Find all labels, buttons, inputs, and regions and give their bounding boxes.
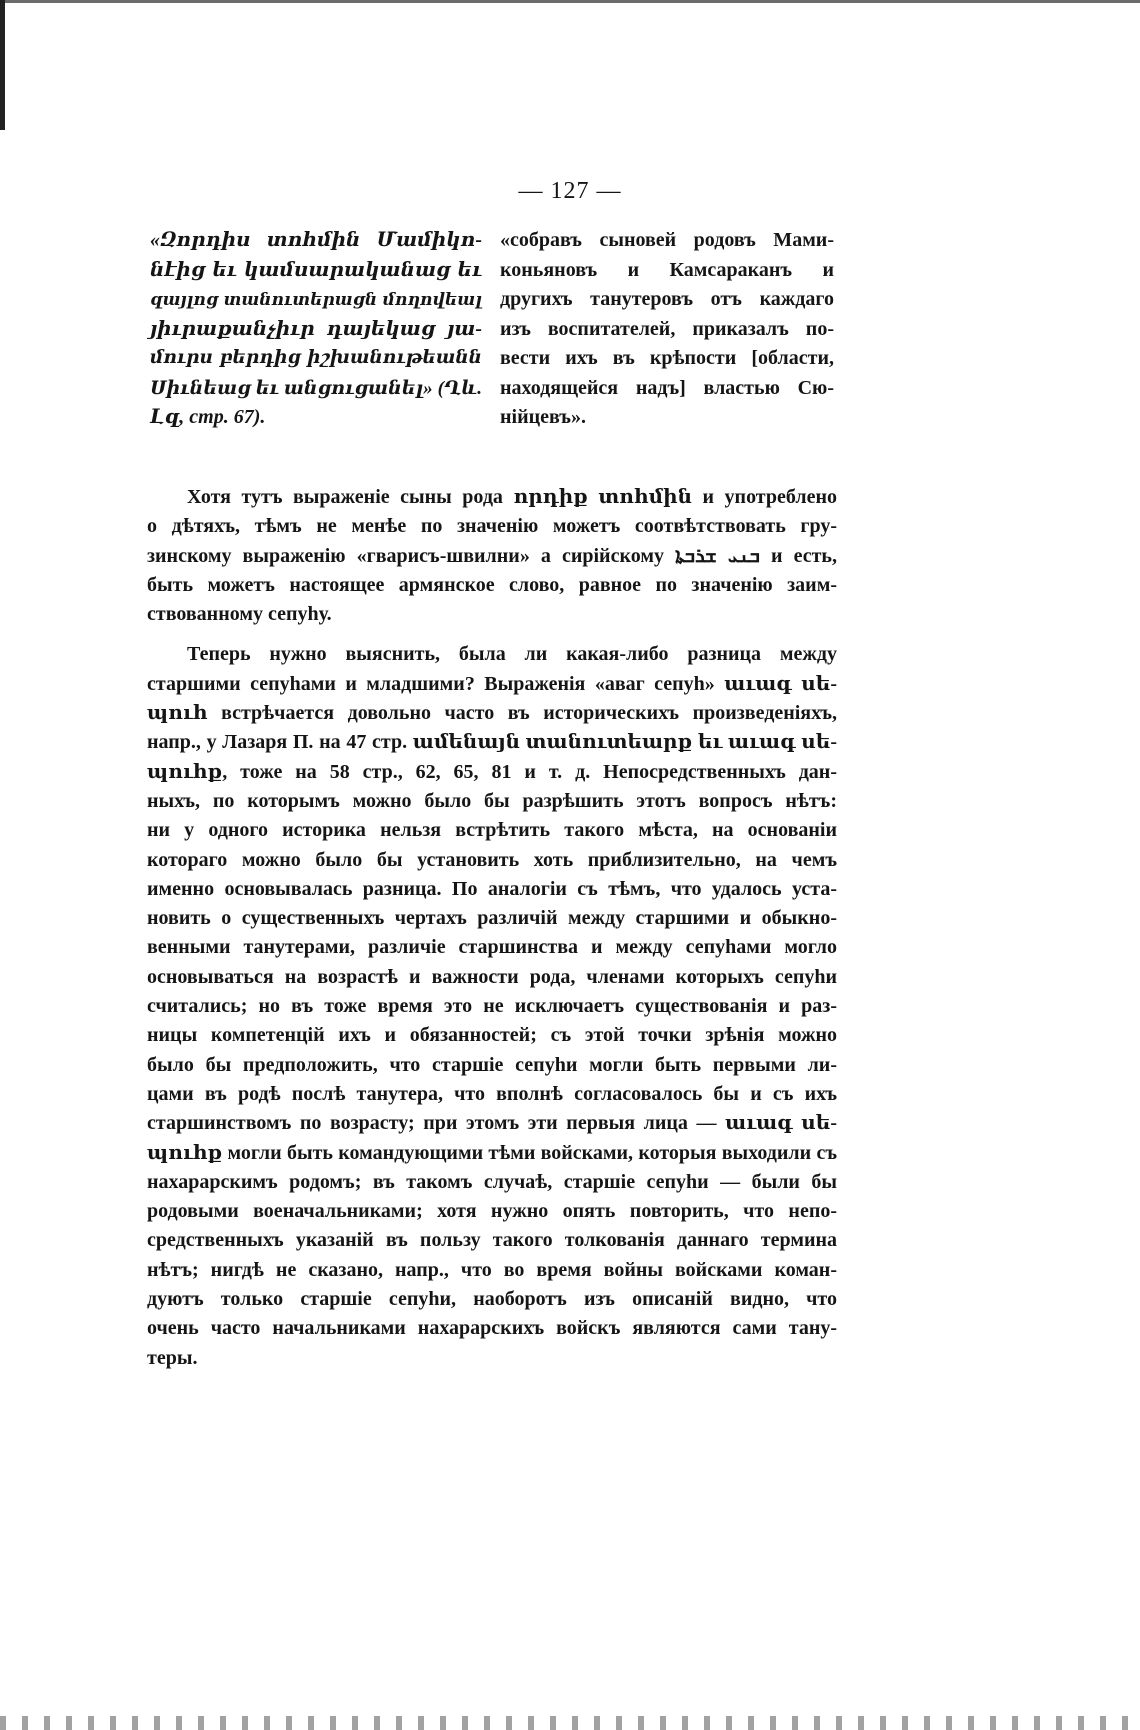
quote-russian-line: нійцевъ». — [500, 406, 586, 428]
quote-armenian-line: յիւրաքանչիւր դայեկաց յա- — [150, 317, 482, 340]
quote-armenian-line: Սիւնեաց եւ անցուցանել» (Ղև. — [150, 377, 482, 399]
quote-armenian-line: զայլոց տանուտերացն մողովեալ — [150, 290, 482, 309]
page-number: — 127 — — [518, 178, 622, 204]
paragraph-line: ницы компетенцій ихъ и обязанностей; съ этой точки зрѣнія можно — [147, 1024, 837, 1047]
paragraph-line: ствованному сепуһу. — [147, 603, 332, 626]
paragraph-line: Теперь нужно выяснить, была ли какая-либо разница между — [187, 643, 837, 666]
paragraph-line: теры. — [147, 1346, 198, 1369]
quote-russian-line: изъ воспитателей, приказалъ по- — [500, 317, 834, 340]
quote-russian-line: другихъ танутеровъ отъ каждаго — [500, 288, 834, 310]
quote-armenian-line: մուրս բերդից իշխանութեանն — [150, 348, 482, 368]
quote-armenian-line: Լզ, стр. 67). — [150, 406, 266, 428]
quote-armenian — [150, 226, 482, 433]
scan-edge-left — [0, 0, 5, 130]
quote-russian-line: находящейся надъ] властью Сю- — [500, 376, 834, 399]
paragraph-line: котораго можно было бы установить хоть приблизительно, на чемъ — [147, 848, 837, 871]
paragraph-line: именно основывалась разница. По аналогіи съ тѣмъ, что удалось уста- — [147, 877, 837, 900]
quote-russian-line: коньяновъ и Камсараканъ и — [500, 258, 834, 281]
scan-edge-top — [0, 0, 1140, 16]
paragraph-line: старшинствомъ по возрасту; при этомъ эти первыя лица — աւագ սե- — [147, 1112, 837, 1135]
paragraph-line: напр., у Лазаря П. на 47 стр. ամենայն տանուտեարք եւ աւագ սե- — [147, 731, 837, 754]
paragraph-line: պուհք, тоже на 58 стр., 62, 65, 81 и т. д. Непосредственныхъ дан- — [147, 760, 837, 783]
paragraph-line: средственныхъ указаній въ пользу такого толкованія даннаго термина — [147, 1229, 837, 1252]
paragraph-line: старшими сепуһами и младшими? Выраженія «аваг сепуһ» աւագ սե- — [147, 672, 837, 695]
paragraph-line: о дѣтяхъ, тѣмъ не менѣе по значенію можетъ соотвѣтствовать гру- — [147, 515, 837, 538]
paragraph-line: основываться на возрастѣ и важности рода, членами которыхъ сепуһи — [147, 965, 837, 988]
scan-edge-bottom — [0, 1716, 1140, 1730]
quote-armenian-line: նէից եւ կամսարականաց եւ — [150, 258, 482, 281]
paragraph-line: венными танутерами, различіе старшинства и между сепуһами могло — [147, 936, 837, 959]
paragraph-line: считались; но въ тоже время это не исключаетъ существованія и раз- — [147, 995, 837, 1018]
paragraph-line: дуютъ только старшіе сепуһи, наоборотъ изъ описаній видно, что — [147, 1288, 837, 1311]
paragraph-line: быть можетъ настоящее армянское слово, равное по значенію заим- — [147, 573, 837, 596]
paragraph-line: зинскому выраженію «гварисъ-швилни» а сирійскому ܒܢܝ ܫܪܒܬܐ и есть, — [147, 544, 838, 567]
paragraph-1 — [147, 483, 837, 629]
paragraph-line: պուհք могли быть командующими тѣми войсками, которыя выходили съ — [147, 1141, 837, 1164]
paragraph-line: պուհ встрѣчается довольно часто въ историческихъ произведеніяхъ, — [147, 702, 837, 725]
paragraph-line: цами въ родѣ послѣ танутера, что вполнѣ согласовалось бы и съ ихъ — [147, 1082, 837, 1105]
paragraph-line: очень часто начальниками нахарарскихъ войскъ являются сами тану- — [147, 1317, 837, 1340]
paragraph-line: нѣтъ; нигдѣ не сказано, напр., что во время войны войсками коман- — [147, 1258, 837, 1281]
body-text — [147, 483, 837, 1384]
quote-russian-line: «собравъ сыновей родовъ Мами- — [500, 229, 834, 251]
paragraph-line: Хотя тутъ выраженіе сыны рода որդիք տոհմին и употреблено — [187, 486, 837, 508]
quote-russian-line: вести ихъ въ крѣпости [области, — [500, 347, 834, 369]
paragraph-line: новить о существенныхъ чертахъ различій между старшими и обыкно- — [147, 907, 837, 930]
paragraph-2 — [147, 640, 837, 1372]
paragraph-line: ныхъ, по которымъ можно было бы разрѣшить этотъ вопросъ нѣтъ: — [147, 789, 837, 812]
paragraph-line: было бы предположить, что старшіе сепуһи могли быть первыми ли- — [147, 1053, 837, 1076]
paragraph-line: ни у одного историка нельзя встрѣтить такого мѣста, на основаніи — [147, 819, 837, 842]
quote-armenian-line: «Զորդիս տոհմին Մամիկո- — [150, 229, 482, 251]
paragraph-line: нахарарскимъ родомъ; въ такомъ случаѣ, старшіе сепуһи — были бы — [147, 1170, 837, 1193]
quote-russian — [500, 226, 834, 433]
paragraph-line: родовыми военачальниками; хотя нужно опять повторить, что непо- — [147, 1200, 837, 1223]
